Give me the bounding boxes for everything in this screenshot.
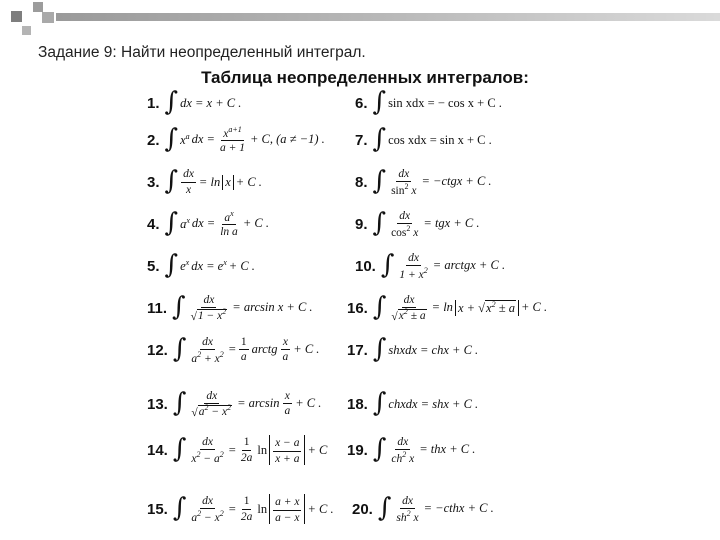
integral-sign: ∫ [380, 249, 395, 280]
fraction [239, 495, 255, 522]
integral-5 [147, 243, 255, 289]
formula-part: dx = [191, 216, 216, 231]
formula-part: = ln [431, 300, 453, 315]
fraction-num: dx [204, 390, 219, 404]
formula-number: 19. [347, 441, 368, 459]
fraction-num: 1 [242, 436, 252, 450]
formula-body: dx = x + C . [180, 95, 242, 110]
formula-tail: + C . [520, 300, 548, 315]
fraction-num: dx [396, 168, 411, 182]
fraction [389, 168, 418, 197]
fraction-num: dx [200, 336, 215, 350]
fraction-num: dx [397, 210, 412, 224]
formula-part: ln [257, 442, 268, 457]
formula-tail: + C . [293, 342, 320, 357]
fraction: $\frac{dx}{√1 - x^2}$ [190, 293, 227, 323]
formula-tail: + C, (a ≠ −1) . [250, 132, 325, 147]
formula-sup: 2 [491, 299, 496, 309]
fraction [218, 126, 247, 155]
fraction [218, 210, 240, 239]
fraction-den: 1 + x [399, 268, 424, 281]
formula-tail: = thx + C . [419, 442, 476, 457]
formula-sup: 2 [197, 508, 202, 518]
formula-body: cos xdx = sin x + C . [388, 132, 492, 147]
formula-number: 7. [355, 131, 368, 149]
fraction-num: x [281, 336, 290, 350]
fraction-num: dx [181, 168, 196, 182]
fraction [394, 495, 420, 524]
fraction [281, 336, 291, 363]
formula-part: = [228, 442, 236, 457]
formula-sup: 2 [197, 349, 202, 359]
decor-square-left [11, 11, 22, 22]
decor-square-bottom [22, 26, 31, 35]
fraction-den: a + 1 [219, 142, 245, 155]
fraction-den: sh [396, 511, 407, 524]
fraction-den: a [191, 352, 198, 365]
integral-3 [147, 159, 262, 205]
formula-sup: x [223, 257, 227, 267]
fraction [189, 336, 225, 365]
integral-sign: ∫ [164, 166, 179, 196]
fraction [273, 496, 301, 523]
fraction-num: dx [200, 436, 215, 450]
formula-sup: 2 [403, 307, 408, 317]
absolute-value: x [222, 175, 234, 190]
fraction [239, 436, 255, 463]
decor-square-top [33, 2, 43, 12]
formula-part: x + [457, 301, 476, 316]
formula-number: 13. [147, 395, 168, 413]
fraction-num: dx [395, 436, 410, 450]
fraction-den: − x [211, 406, 228, 419]
fraction-num: dx [200, 495, 215, 509]
formula-number: 9. [355, 215, 368, 233]
formula-tail: + C . [295, 396, 322, 411]
integral-8 [355, 159, 492, 205]
formula-part: = arcsin [237, 396, 280, 411]
formula-number: 11. [147, 299, 168, 317]
fraction-den: a − x [275, 511, 300, 524]
formula-tail: = −cthx + C . [423, 501, 494, 516]
fraction [181, 168, 196, 195]
fraction-num: a [224, 211, 231, 224]
integral-10 [355, 243, 505, 289]
fraction-den: sin [391, 184, 405, 197]
formula-number: 14. [147, 441, 168, 459]
integral-4 [147, 201, 269, 247]
integral-12 [147, 327, 319, 373]
formula-part: a [180, 217, 187, 232]
fraction-num: dx [402, 294, 417, 308]
fraction-num: dx [400, 495, 415, 509]
formula-tail: = arcsin x + C . [232, 300, 313, 315]
formula-number: 2. [147, 131, 160, 149]
formula-sup: 2 [219, 449, 224, 459]
formula-part: = [228, 501, 236, 516]
decor-header-bar [56, 13, 720, 21]
integral-18 [347, 381, 478, 427]
integral-sign: ∫ [372, 124, 387, 154]
fraction-den: cos [391, 226, 407, 239]
formula-tail: + C . [307, 501, 334, 516]
fraction-den: a [282, 351, 289, 364]
absolute-value [269, 494, 305, 523]
formula-tail: = −ctgx + C . [421, 174, 492, 189]
fraction [239, 336, 249, 363]
fraction [273, 437, 301, 464]
formula-tail: = arctgx + C . [432, 258, 506, 273]
formula-part: = ln [198, 174, 221, 189]
formula-number: 20. [352, 500, 373, 518]
fraction-num: 1 [242, 495, 252, 509]
fraction-den: x [185, 183, 192, 196]
fraction-num: x [283, 390, 292, 404]
fraction [189, 436, 225, 465]
formula-sup: 2 [404, 181, 409, 191]
formula-sup: a [185, 131, 190, 141]
fraction-num: x − a [273, 437, 301, 451]
formula-number: 8. [355, 173, 368, 191]
integral-sign: ∫ [172, 387, 187, 418]
integral-sign: ∫ [172, 333, 187, 364]
integral-7 [355, 117, 492, 163]
integral-sign: ∫ [372, 388, 387, 418]
integral-sign: ∫ [372, 87, 387, 117]
formula-sup: 2 [222, 307, 227, 317]
formula-sup: x [186, 215, 190, 225]
integral-9 [355, 201, 480, 247]
integral-sign: ∫ [164, 123, 179, 154]
formula-sup: 2 [406, 508, 411, 518]
formula-tail: + C . [242, 216, 269, 231]
fraction-den: x [191, 452, 197, 465]
integral-13 [147, 381, 321, 427]
formula-number: 4. [147, 215, 160, 233]
fraction-num: dx [406, 252, 421, 266]
fraction-den: a [240, 351, 247, 364]
integral-sign: ∫ [172, 493, 187, 523]
fraction-den: ch [391, 452, 403, 465]
fraction-den: a [191, 511, 198, 524]
formula-number: 1. [147, 94, 160, 112]
integral-sign: ∫ [164, 87, 179, 117]
integral-11 [147, 285, 313, 331]
fraction-den: − a [203, 452, 220, 465]
fraction-den: − x [204, 511, 220, 524]
formula-number: 16. [347, 299, 368, 317]
fraction: $\frac{dx}{√x^2 \pm a}$ [391, 293, 426, 323]
formula-sup: 2 [196, 449, 201, 459]
fraction-num: x [223, 127, 229, 140]
fraction-den: 2a [240, 451, 253, 464]
formula-tail: = tgx + C . [423, 216, 480, 231]
decor-square-mid [42, 12, 54, 23]
formula-tail: + C . [228, 258, 255, 273]
integral-sign: ∫ [372, 165, 387, 196]
fraction-num: dx [201, 294, 216, 308]
fraction-den: x [398, 310, 404, 323]
formula-sup: x [230, 208, 234, 218]
integral-sign: ∫ [172, 434, 187, 464]
formula-part: e [180, 259, 186, 274]
formula-number: 6. [355, 94, 368, 112]
integral-sign: ∫ [377, 492, 392, 523]
integral-sign: ∫ [372, 291, 387, 322]
fraction-den: a [284, 405, 291, 418]
fraction-den: 1 − x [197, 310, 223, 323]
integral-sign: ∫ [164, 250, 179, 280]
fraction [389, 436, 416, 465]
formula-part: dx = [191, 132, 215, 147]
formula-body: sin xdx = − cos x + C . [388, 95, 502, 110]
fraction: $\frac{dx}{√a^2 - x^2}$ [191, 389, 232, 419]
formula-sup: 2 [227, 403, 232, 413]
fraction-den: x [409, 452, 415, 465]
formula-sup: 2 [423, 265, 428, 275]
formula-number: 17. [347, 341, 368, 359]
integral-sign: ∫ [164, 207, 179, 238]
fraction-num: a + x [273, 496, 301, 510]
fraction [189, 495, 225, 524]
formula-number: 3. [147, 173, 160, 191]
fraction-num: 1 [239, 336, 249, 350]
formula-number: 5. [147, 257, 160, 275]
formula-part: ± a [498, 301, 515, 316]
formula-number: 18. [347, 395, 368, 413]
integral-sign: ∫ [172, 291, 186, 322]
formula-number: 15. [147, 500, 168, 518]
formula-sup: 2 [219, 349, 224, 359]
table-title: Таблица неопределенных интегралов: [201, 68, 529, 87]
integral-sign: ∫ [372, 334, 387, 364]
integral-14 [147, 427, 327, 473]
fraction-den: x [411, 184, 417, 197]
integral-15 [147, 486, 334, 532]
integral-20 [352, 486, 494, 532]
formula-number: 12. [147, 341, 168, 359]
fraction-den: ln a [220, 226, 238, 239]
fraction [282, 390, 292, 417]
formula-sup: 2 [219, 508, 224, 518]
formula-part: x [486, 301, 492, 316]
fraction [397, 252, 429, 281]
formula-body: chxdx = shx + C . [388, 396, 479, 411]
fraction-den: a [198, 406, 205, 419]
fraction-den: + x [204, 352, 220, 365]
absolute-value: $x + √x^2 \pm a$ [455, 300, 519, 316]
formula-part: = [228, 342, 236, 357]
formula-sup: x [185, 257, 190, 267]
formula-part: dx = e [191, 259, 224, 274]
integral-17 [347, 327, 478, 373]
formula-sup: 2 [204, 403, 209, 413]
formula-body: shxdx = chx + C . [388, 342, 479, 357]
formula-tail: + C [307, 442, 328, 457]
formula-number: 10. [355, 257, 376, 275]
integral-2 [147, 117, 325, 163]
absolute-value [269, 435, 305, 464]
fraction-den: x [413, 226, 419, 239]
integral-sign: ∫ [372, 207, 387, 238]
formula-part: ln [257, 501, 268, 516]
fraction [389, 210, 420, 239]
formula-sup: 2 [406, 223, 411, 233]
task-header: Задание 9: Найти неопределенный интеграл. [38, 44, 366, 61]
integral-19 [347, 427, 475, 473]
fraction-den: ± a [410, 310, 426, 323]
fraction-den: x [413, 511, 419, 524]
fraction-den: 2a [240, 510, 253, 523]
formula-sup: a+1 [228, 124, 242, 134]
formula-part: arctg [251, 342, 278, 357]
integral-sign: ∫ [372, 433, 387, 464]
fraction-den: x + a [275, 452, 300, 465]
formula-tail: + C . [235, 174, 262, 189]
formula-sup: 2 [402, 449, 407, 459]
integral-16 [347, 285, 547, 331]
formula-part: x [180, 133, 186, 148]
